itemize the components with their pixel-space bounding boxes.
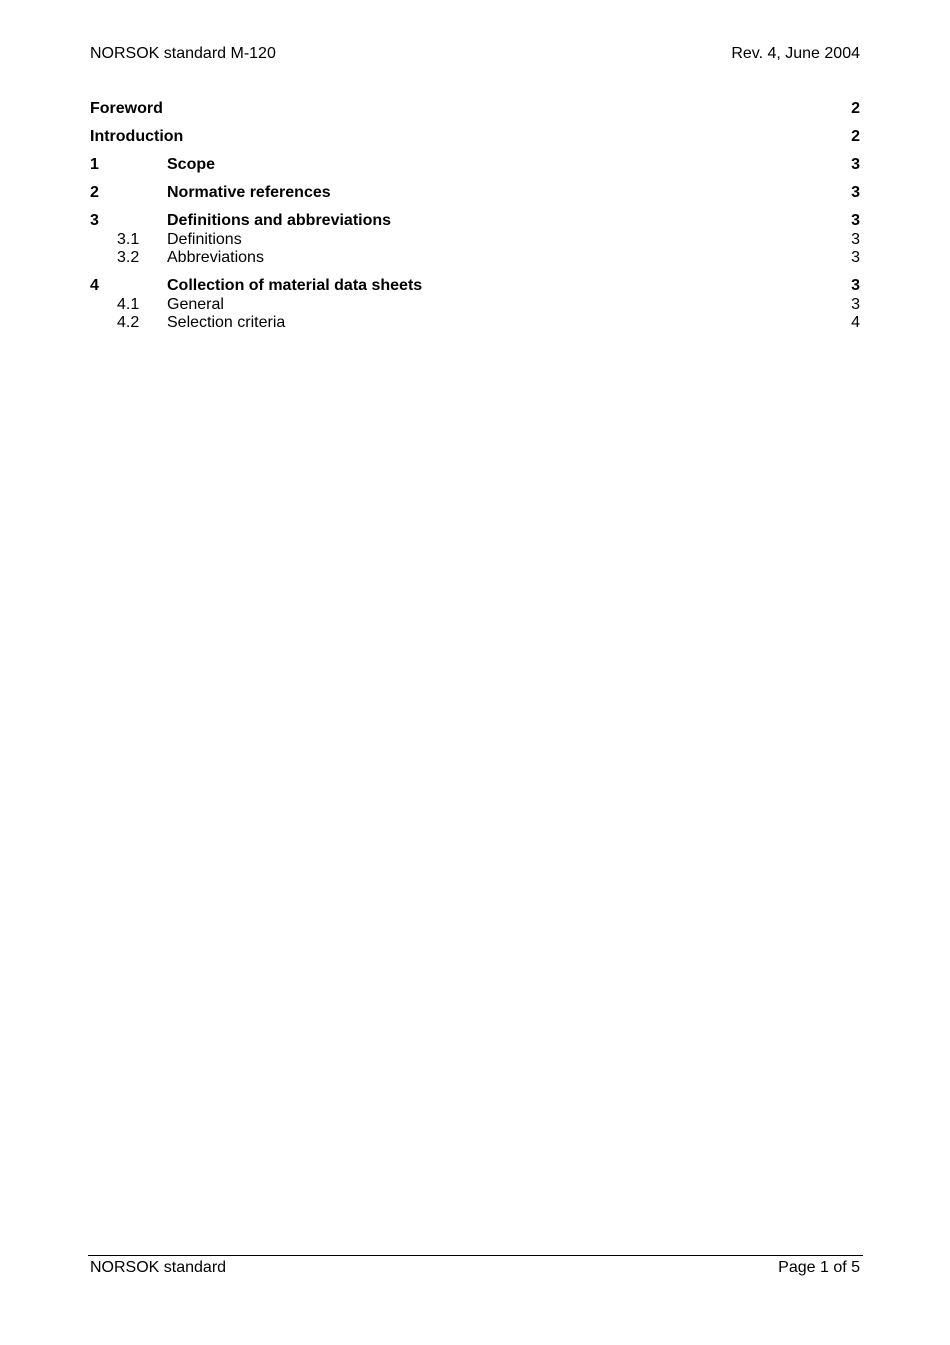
page-header (90, 44, 860, 64)
toc-entry-number: 4 (90, 277, 99, 294)
footer-standard-name: NORSOK standard (90, 1259, 227, 1276)
toc-entry-title: Abbreviations (167, 249, 264, 266)
footer-page-number: Page 1 of 5 (778, 1259, 860, 1276)
toc-entry-scope[interactable] (90, 156, 860, 175)
toc-entry-number: 4.1 (117, 295, 140, 313)
toc-entry-title: Selection criteria (167, 314, 286, 331)
toc-entry-title: Collection of material data sheets (167, 277, 423, 294)
toc-subentry-selection-criteria[interactable] (90, 314, 860, 333)
toc-entry-page: 3 (851, 212, 860, 229)
toc-entry-title: Foreword (90, 100, 163, 117)
toc-entry-title: Definitions and abbreviations (167, 212, 392, 229)
header-document-id: NORSOK standard M-120 (90, 45, 276, 62)
toc-entry-page: 2 (851, 128, 860, 145)
toc-entry-title: Introduction (90, 128, 184, 145)
toc-subentry-general[interactable] (90, 296, 860, 315)
toc-entry-page: 3 (851, 184, 860, 201)
toc-entry-number: 4.2 (117, 314, 140, 331)
toc-entry-collection-of-material-data-sheets[interactable] (90, 277, 860, 296)
toc-entry-number: 3.2 (117, 249, 140, 266)
toc-entry-number: 3 (90, 212, 99, 229)
toc-entry-page: 2 (851, 100, 860, 117)
toc-entry-number: 2 (90, 184, 99, 201)
toc-entry-title: Definitions (167, 230, 242, 248)
toc-entry-title: General (167, 295, 224, 313)
toc-entry-introduction[interactable] (90, 128, 860, 147)
toc-entry-title: Normative references (167, 184, 331, 201)
header-revision: Rev. 4, June 2004 (731, 45, 860, 62)
toc-entry-page: 3 (851, 230, 860, 248)
toc-entry-page: 3 (851, 295, 860, 313)
table-of-contents (90, 100, 860, 333)
toc-entry-number: 3.1 (117, 230, 140, 248)
toc-entry-title: Scope (167, 156, 216, 173)
toc-entry-page: 3 (851, 249, 860, 266)
toc-subentry-definitions[interactable] (90, 231, 860, 250)
toc-entry-page: 4 (851, 314, 860, 331)
toc-entry-number: 1 (90, 156, 99, 173)
toc-entry-normative-references[interactable] (90, 184, 860, 203)
footer-divider (88, 1255, 863, 1256)
toc-entry-page: 3 (851, 277, 860, 294)
page-footer (90, 1258, 860, 1278)
toc-subentry-abbreviations[interactable] (90, 249, 860, 268)
toc-entry-foreword[interactable] (90, 100, 860, 119)
toc-entry-definitions-and-abbreviations[interactable] (90, 212, 860, 231)
toc-entry-page: 3 (851, 156, 860, 173)
